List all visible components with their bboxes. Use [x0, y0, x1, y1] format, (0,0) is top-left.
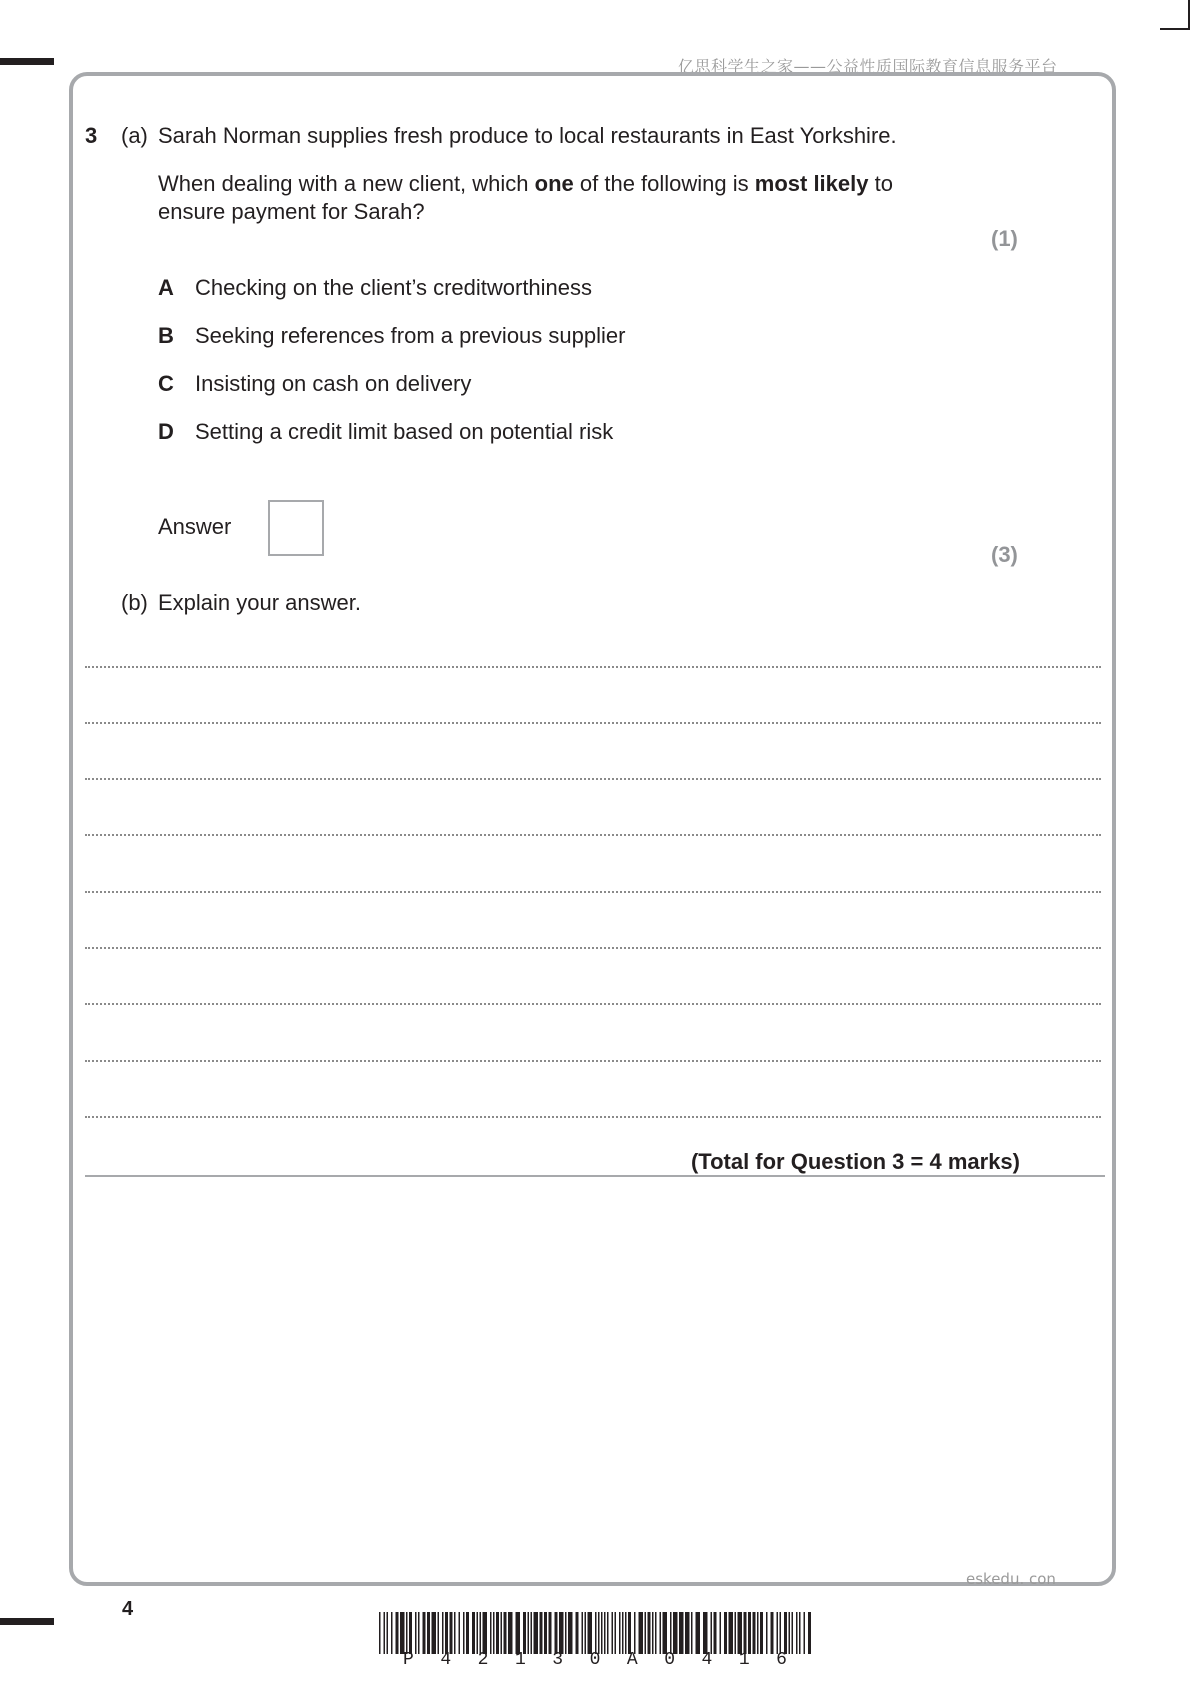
part-a-label: (a) — [121, 123, 148, 148]
barcode-bar — [607, 1612, 609, 1654]
barcode-bar — [703, 1612, 708, 1654]
barcode-bar — [796, 1612, 798, 1654]
part-b-prompt: Explain your answer. — [158, 590, 361, 615]
answer-line[interactable] — [85, 1116, 1101, 1118]
page-number: 4 — [122, 1598, 134, 1620]
barcode-bar — [396, 1612, 399, 1654]
barcode-bar — [612, 1612, 614, 1654]
answer-line[interactable] — [85, 1060, 1101, 1062]
part-b-marks: (3) — [991, 542, 1018, 567]
barcode-bar — [619, 1612, 621, 1654]
option-b-letter: B — [158, 323, 174, 348]
barcode-bar — [771, 1612, 774, 1654]
barcode-bar — [523, 1612, 526, 1654]
answer-line[interactable] — [85, 834, 1101, 836]
barcode-bar — [753, 1612, 756, 1654]
option-a-text: Checking on the client’s creditworthiness — [195, 275, 593, 300]
barcode-bar — [534, 1612, 539, 1654]
barcode-bar — [459, 1612, 461, 1654]
barcode-bar — [784, 1612, 787, 1654]
barcode-bar — [490, 1612, 492, 1654]
barcode-text — [379, 1650, 811, 1670]
barcode-bar — [673, 1612, 678, 1654]
barcode-bar — [516, 1612, 521, 1654]
barcode-bar — [463, 1612, 465, 1654]
question-prompt-line2: ensure payment for Sarah? — [158, 199, 425, 224]
barcode-bar — [604, 1612, 606, 1654]
answer-line[interactable] — [85, 778, 1101, 780]
barcode-bar — [760, 1612, 763, 1654]
prompt-emphasis-one: one — [534, 171, 574, 196]
barcode-char: 6 — [776, 1650, 787, 1670]
barcode-bar — [757, 1612, 759, 1654]
barcode-bar — [585, 1612, 587, 1654]
option-b-text: Seeking references from a previous supplier — [195, 323, 626, 348]
question-total: (Total for Question 3 = 4 marks) — [690, 1149, 1020, 1174]
barcode-bar — [634, 1612, 636, 1654]
barcode-bar — [477, 1612, 479, 1654]
question-prompt-line1 — [158, 170, 893, 198]
barcode-bar — [720, 1612, 722, 1654]
option-d-letter: D — [158, 419, 174, 444]
barcode-bar — [628, 1612, 631, 1654]
barcode-bar — [660, 1612, 662, 1654]
barcode-bar — [711, 1612, 713, 1654]
prompt-end: to — [868, 171, 893, 196]
registration-mark-top — [0, 58, 54, 65]
barcode-bar — [645, 1612, 647, 1654]
barcode-bar — [748, 1612, 751, 1654]
answer-line[interactable] — [85, 947, 1101, 949]
barcode-bar — [738, 1612, 743, 1654]
option-c-letter: C — [158, 371, 174, 396]
barcode-char: 4 — [440, 1650, 452, 1670]
barcode-bar — [549, 1612, 552, 1654]
barcode-bar — [622, 1612, 624, 1654]
barcode-bar — [595, 1612, 597, 1654]
barcode-bar — [415, 1612, 417, 1654]
barcode-bar — [472, 1612, 475, 1654]
barcode-bar — [804, 1612, 806, 1654]
barcode-bar — [565, 1612, 567, 1654]
barcode-bar — [808, 1612, 811, 1654]
barcode-bar — [652, 1612, 654, 1654]
barcode-char: A — [626, 1650, 638, 1670]
barcode-bar — [588, 1612, 593, 1654]
barcode-bar — [450, 1612, 453, 1654]
barcode-bar — [792, 1612, 794, 1654]
barcode-bar — [615, 1612, 617, 1654]
barcode-bar — [384, 1612, 386, 1654]
barcode-bar — [655, 1612, 657, 1654]
part-a-marks: (1) — [991, 226, 1018, 251]
prompt-start: When dealing with a new client, which — [158, 171, 535, 196]
barcode-bar — [744, 1612, 747, 1654]
barcode-bar — [780, 1612, 782, 1654]
barcode-bar — [735, 1612, 737, 1654]
footer-url: eskedu. con — [966, 1570, 1056, 1588]
crop-mark-horizontal — [1160, 28, 1190, 30]
barcode-bar — [480, 1612, 482, 1654]
barcode-bar — [582, 1612, 584, 1654]
header-watermark: 亿思科学生之家——公益性质国际教育信息服务平台 — [678, 57, 1058, 76]
barcode-bar — [438, 1612, 440, 1654]
answer-line[interactable] — [85, 891, 1101, 893]
answer-line[interactable] — [85, 666, 1101, 668]
barcode-bar — [714, 1612, 717, 1654]
barcode-bar — [531, 1612, 533, 1654]
barcode-bar — [555, 1612, 558, 1654]
barcode-bar — [442, 1612, 444, 1654]
option-a-letter: A — [158, 275, 174, 300]
barcode-bar — [601, 1612, 603, 1654]
barcode-bar — [504, 1612, 507, 1654]
barcode-char: 0 — [664, 1650, 675, 1670]
barcode-bar — [508, 1612, 513, 1654]
barcode-bar — [789, 1612, 791, 1654]
barcode-bar — [400, 1612, 405, 1654]
barcode-char: 2 — [477, 1650, 489, 1670]
barcode-bar — [766, 1612, 768, 1654]
barcode-bar — [528, 1612, 530, 1654]
barcode-bar — [696, 1612, 701, 1654]
barcode-bar — [777, 1612, 779, 1654]
barcode-bar — [670, 1612, 672, 1654]
barcode-bar — [625, 1612, 627, 1654]
prompt-emphasis-most-likely: most likely — [754, 171, 869, 196]
barcode-bar — [418, 1612, 420, 1654]
barcode-char: 0 — [589, 1650, 601, 1670]
barcode-bar — [544, 1612, 547, 1654]
barcode-bar — [540, 1612, 543, 1654]
barcode-char: 1 — [738, 1650, 750, 1670]
option-c-text: Insisting on cash on delivery — [195, 371, 472, 396]
barcode-bar — [391, 1612, 393, 1654]
question-number: 3 — [85, 123, 98, 148]
prompt-mid: of the following is — [573, 171, 755, 196]
option-d-text: Setting a credit limit based on potential risk — [195, 419, 614, 444]
barcode-char: 4 — [701, 1650, 713, 1670]
barcode-bar — [493, 1612, 495, 1654]
answer-line[interactable] — [85, 722, 1101, 724]
barcode-bar — [663, 1612, 668, 1654]
barcode-bar — [639, 1612, 644, 1654]
barcode-bar — [379, 1612, 381, 1654]
barcode-bar — [496, 1612, 499, 1654]
barcode-bar — [445, 1612, 448, 1654]
barcode-bar — [568, 1612, 573, 1654]
barcode-bar — [387, 1612, 389, 1654]
part-b-label: (b) — [121, 590, 148, 615]
answer-label: Answer — [158, 514, 232, 539]
barcode-char: 1 — [514, 1650, 526, 1670]
total-rule — [85, 1175, 1105, 1177]
barcode-bar — [423, 1612, 426, 1654]
barcode-bar — [679, 1612, 684, 1654]
answer-box[interactable] — [268, 500, 324, 556]
barcode-bar — [409, 1612, 412, 1654]
registration-mark-bottom — [0, 1618, 54, 1625]
barcode-char: P — [403, 1650, 414, 1670]
barcode-bar — [598, 1612, 600, 1654]
barcode-bar — [427, 1612, 430, 1654]
barcode-bar — [799, 1612, 801, 1654]
barcode-bar — [501, 1612, 503, 1654]
barcode-bar — [483, 1612, 488, 1654]
barcode-bar — [406, 1612, 408, 1654]
barcode-bar — [454, 1612, 456, 1654]
barcode-bar — [466, 1612, 469, 1654]
barcode-bar — [432, 1612, 437, 1654]
barcode — [379, 1612, 811, 1654]
answer-line[interactable] — [85, 1003, 1101, 1005]
barcode-bar — [559, 1612, 564, 1654]
question-stem: Sarah Norman supplies fresh produce to local restaurants in East Yorkshire. — [158, 123, 897, 148]
barcode-bar — [691, 1612, 693, 1654]
barcode-char: 3 — [552, 1650, 564, 1670]
barcode-bar — [648, 1612, 651, 1654]
barcode-bar — [685, 1612, 690, 1654]
barcode-bar — [729, 1612, 734, 1654]
barcode-bar — [576, 1612, 579, 1654]
barcode-bar — [724, 1612, 727, 1654]
